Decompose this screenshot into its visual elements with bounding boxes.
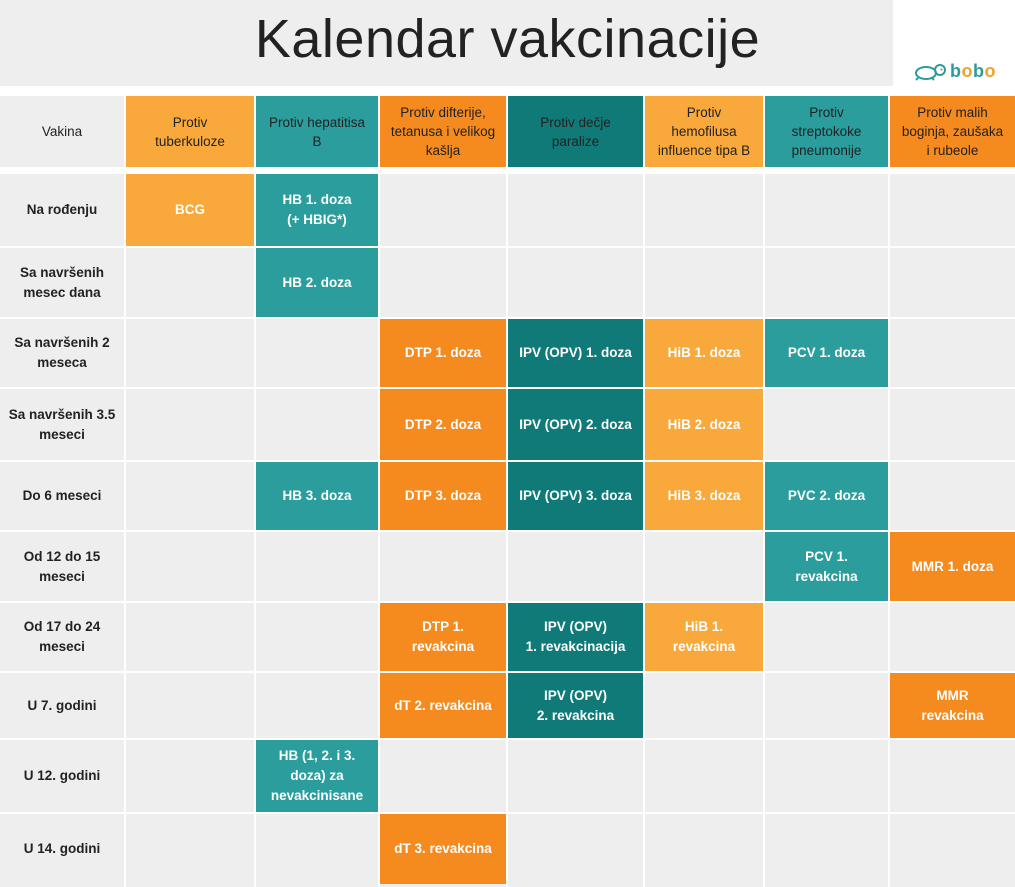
empty-cell — [645, 814, 763, 884]
row-label: Od 12 do 15 meseci — [0, 532, 124, 601]
empty-cell — [126, 673, 254, 738]
grid-line — [0, 387, 1015, 389]
vaccine-cell: IPV (OPV) 1. revakcinacija — [508, 603, 643, 671]
column-header: Protiv streptokoke pneumonije — [765, 96, 888, 167]
vaccine-cell: DTP 1. revakcina — [380, 603, 506, 671]
row-label: U 7. godini — [0, 673, 124, 738]
grid-line — [254, 96, 256, 887]
empty-cell — [645, 740, 763, 812]
vaccine-cell: DTP 3. doza — [380, 462, 506, 530]
vaccine-cell: dT 2. revakcina — [380, 673, 506, 738]
empty-cell — [126, 389, 254, 460]
grid-line — [0, 601, 1015, 603]
logo — [912, 60, 996, 82]
vaccine-cell: MMR 1. doza — [890, 532, 1015, 601]
empty-cell — [126, 532, 254, 601]
row-label: Sa navršenih 2 meseca — [0, 319, 124, 387]
vaccine-cell: HB 2. doza — [256, 248, 378, 317]
empty-cell — [126, 462, 254, 530]
empty-cell — [645, 174, 763, 246]
empty-cell — [890, 462, 1015, 530]
empty-cell — [126, 603, 254, 671]
empty-cell — [890, 319, 1015, 387]
vaccine-cell: PCV 1. doza — [765, 319, 888, 387]
column-header: Protiv difterije, tetanusa i velikog kašlja — [380, 96, 506, 167]
vaccine-cell: MMR revakcina — [890, 673, 1015, 738]
empty-cell — [380, 174, 506, 246]
row-label: Do 6 meseci — [0, 462, 124, 530]
row-label: Sa navršenih mesec dana — [0, 248, 124, 317]
vaccine-cell: BCG — [126, 174, 254, 246]
empty-cell — [380, 532, 506, 601]
empty-cell — [508, 248, 643, 317]
empty-cell — [508, 174, 643, 246]
empty-cell — [645, 673, 763, 738]
grid-line — [124, 96, 126, 887]
empty-cell — [508, 740, 643, 812]
row-label: U 12. godini — [0, 740, 124, 812]
empty-cell — [256, 603, 378, 671]
baby-crawling-icon — [912, 61, 950, 81]
vaccine-cell: IPV (OPV) 2. doza — [508, 389, 643, 460]
vaccine-cell: IPV (OPV) 2. revakcina — [508, 673, 643, 738]
grid-line — [0, 317, 1015, 319]
grid-line — [506, 96, 508, 887]
page-title: Kalendar vakcinacije — [254, 9, 761, 69]
empty-cell — [890, 389, 1015, 460]
grid-line — [0, 460, 1015, 462]
vaccine-cell: HiB 2. doza — [645, 389, 763, 460]
column-header: Protiv malih boginja, zaušaka i rubeole — [890, 96, 1015, 167]
empty-cell — [890, 603, 1015, 671]
empty-cell — [126, 814, 254, 884]
empty-cell — [256, 319, 378, 387]
row-label: Od 17 do 24 meseci — [0, 603, 124, 671]
empty-cell — [508, 532, 643, 601]
vaccine-cell: HB 1. doza (+ HBIG*) — [256, 174, 378, 246]
empty-cell — [380, 248, 506, 317]
empty-cell — [380, 740, 506, 812]
empty-cell — [890, 248, 1015, 317]
vaccine-cell: HiB 1. revakcina — [645, 603, 763, 671]
empty-cell — [765, 389, 888, 460]
empty-cell — [890, 740, 1015, 812]
empty-cell — [256, 673, 378, 738]
vaccine-cell: DTP 1. doza — [380, 319, 506, 387]
vaccine-cell: dT 3. revakcina — [380, 814, 506, 884]
vaccine-cell: HiB 1. doza — [645, 319, 763, 387]
empty-cell — [256, 532, 378, 601]
row-label: Na rođenju — [0, 174, 124, 246]
column-header: Protiv hemofilusa influence tipa B — [645, 96, 763, 167]
empty-cell — [765, 174, 888, 246]
empty-cell — [765, 673, 888, 738]
column-header: Protiv dečje paralize — [508, 96, 643, 167]
row-label: U 14. godini — [0, 814, 124, 884]
empty-cell — [126, 248, 254, 317]
empty-cell — [765, 814, 888, 884]
vaccine-cell: HB 3. doza — [256, 462, 378, 530]
header-corner: Vakina — [0, 96, 124, 167]
grid-line — [0, 738, 1015, 740]
logo-text: bobo — [950, 60, 996, 81]
vaccine-cell: IPV (OPV) 3. doza — [508, 462, 643, 530]
grid-line — [0, 530, 1015, 532]
vaccination-table — [0, 96, 1015, 887]
empty-cell — [645, 532, 763, 601]
vaccine-cell: IPV (OPV) 1. doza — [508, 319, 643, 387]
grid-line — [763, 96, 765, 887]
empty-cell — [126, 740, 254, 812]
vaccine-cell: HB (1, 2. i 3. doza) za nevakcinisane — [256, 740, 378, 812]
vaccine-cell: PVC 2. doza — [765, 462, 888, 530]
empty-cell — [765, 248, 888, 317]
vaccine-cell: HiB 3. doza — [645, 462, 763, 530]
grid-line — [0, 246, 1015, 248]
grid-line — [0, 812, 1015, 814]
empty-cell — [508, 814, 643, 884]
empty-cell — [765, 740, 888, 812]
empty-cell — [256, 814, 378, 884]
empty-cell — [890, 174, 1015, 246]
empty-cell — [765, 603, 888, 671]
grid-line — [643, 96, 645, 887]
grid-line — [888, 96, 890, 887]
column-header: Protiv tuberkuloze — [126, 96, 254, 167]
column-header: Protiv hepatitisa B — [256, 96, 378, 167]
empty-cell — [890, 814, 1015, 884]
grid-line — [0, 167, 1015, 174]
vaccine-cell: DTP 2. doza — [380, 389, 506, 460]
row-label: Sa navršenih 3.5 meseci — [0, 389, 124, 460]
empty-cell — [645, 248, 763, 317]
empty-cell — [256, 389, 378, 460]
grid-line — [378, 96, 380, 887]
grid-line — [0, 671, 1015, 673]
vaccine-cell: PCV 1. revakcina — [765, 532, 888, 601]
empty-cell — [126, 319, 254, 387]
